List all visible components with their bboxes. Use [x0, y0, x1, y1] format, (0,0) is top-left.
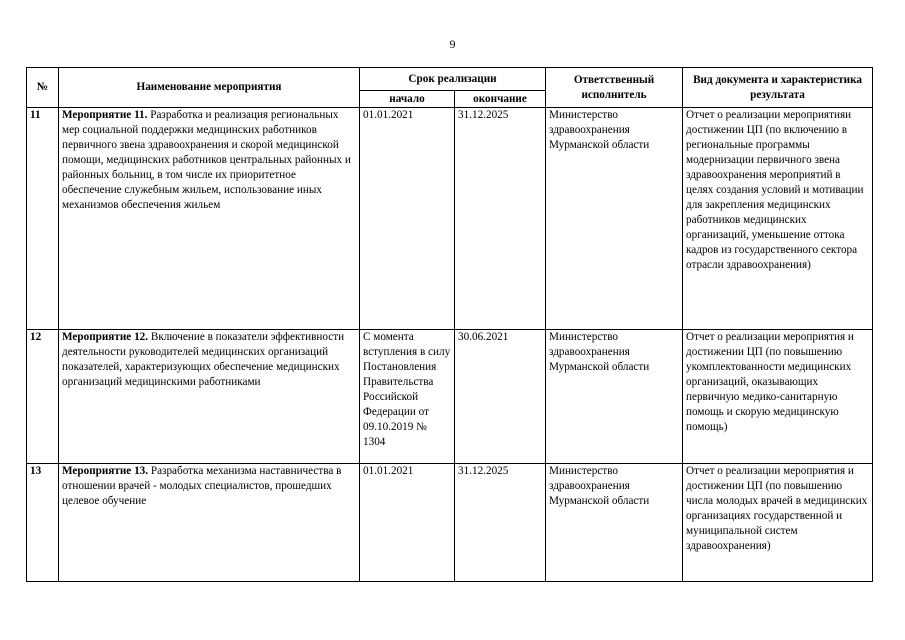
page-number: 9 [449, 37, 456, 51]
measure-title: Мероприятие 12. [62, 331, 149, 343]
measure-name-cell [59, 108, 360, 330]
table-row [27, 108, 873, 330]
result-description: Отчет о реализации мероприятияи достижении ЦП (по включению в региональные программы модернизации первичного звена здравоохранения мероприятий в целях создания условий и мотивации для закрепления медицинских работников медицинских организаций, уменьшение оттока кадров из государственного сектора отрасли здравоохранения) [683, 108, 873, 330]
end-date: 31.12.2025 [455, 464, 546, 582]
measure-title: Мероприятие 13. [62, 465, 149, 477]
header-period: Срок реализации [360, 68, 546, 91]
end-date: 30.06.2021 [455, 330, 546, 464]
result-description: Отчет о реализации мероприятия и достижении ЦП (по повышению укомплектованности медицинских организаций, оказывающих первичную медико-санитарную помощь и скорую медицинскую помощь) [683, 330, 873, 464]
measure-description: Разработка механизма наставничества в отношении врачей - молодых специалистов, прошедших целевое обучение [62, 465, 342, 507]
start-date: 01.01.2021 [360, 108, 455, 330]
executor: Министерство здравоохранения Мурманской области [546, 330, 683, 464]
executor: Министерство здравоохранения Мурманской области [546, 108, 683, 330]
result-description: Отчет о реализации мероприятия и достижении ЦП (по повышению числа молодых врачей в медицинских организациях государственной и муниципальной систем здравоохранения) [683, 464, 873, 582]
measure-title: Мероприятие 11. [62, 109, 148, 121]
table-row [27, 330, 873, 464]
start-date: С момента вступления в силу Постановления Правительства Российской Федерации от 09.10.2019 № 1304 [360, 330, 455, 464]
header-start: начало [360, 91, 455, 108]
header-result: Вид документа и характеристика результата [683, 68, 873, 108]
row-number: 13 [27, 464, 59, 582]
header-num: № [27, 68, 59, 108]
row-number: 12 [27, 330, 59, 464]
header-name: Наименование мероприятия [59, 68, 360, 108]
measure-description: Включение в показатели эффективности деятельности руководителей медицинских организаций показателей, характеризующих обеспечение медицинских организаций медицинскими работниками [62, 331, 345, 388]
measure-description: Разработка и реализация региональных мер социальной поддержки медицинских работников первичного звена здравоохранения и скорой медицинской помощи, медицинских работников центральных районных и районных больниц, в том числе их приоритетное обеспечение служебным жильем, использование иных механизмов обеспечения жильем [62, 109, 351, 211]
end-date: 31.12.2025 [455, 108, 546, 330]
header-executor: Ответственный исполнитель [546, 68, 683, 108]
executor: Министерство здравоохранения Мурманской области [546, 464, 683, 582]
start-date: 01.01.2021 [360, 464, 455, 582]
header-end: окончание [455, 91, 546, 108]
row-number: 11 [27, 108, 59, 330]
measure-name-cell [59, 330, 360, 464]
measures-table [26, 67, 873, 582]
table-row [27, 464, 873, 582]
measure-name-cell [59, 464, 360, 582]
